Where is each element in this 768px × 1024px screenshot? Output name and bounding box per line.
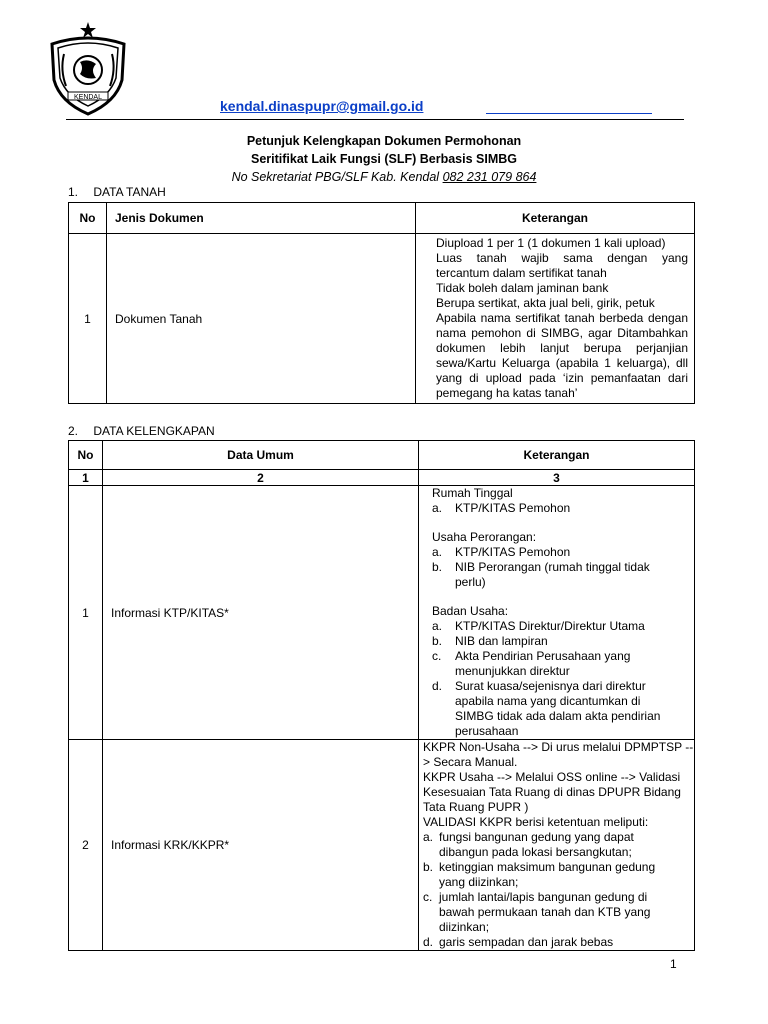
email-header-line <box>66 96 684 120</box>
keterangan-line: Tidak boleh dalam jaminan bank <box>436 281 609 295</box>
group-title: Badan Usaha: <box>432 604 509 618</box>
phone-number: 082 231 079 864 <box>442 170 537 184</box>
table-subheader-row <box>69 470 695 486</box>
list-item: a. KTP/KITAS Direktur/Direktur Utama <box>432 619 645 633</box>
section-title: DATA TANAH <box>93 185 166 199</box>
cell-keterangan <box>419 740 695 951</box>
list-item: b. ketinggian maksimum bangunan gedung yang diizinkan; <box>423 860 656 889</box>
data-tanah-table <box>68 202 695 404</box>
cell-keterangan <box>419 486 695 740</box>
table-header-row <box>69 441 695 470</box>
list-item: a. KTP/KITAS Pemohon <box>432 501 571 515</box>
table-row <box>69 740 695 951</box>
email-link[interactable]: kendal.dinaspupr@gmail.go.id <box>220 98 424 114</box>
group-title: Usaha Perorangan: <box>432 530 537 544</box>
cell-keterangan <box>416 234 695 404</box>
col-jenis-dokumen: Jenis Dokumen <box>107 203 416 234</box>
svg-text:KENDAL: KENDAL <box>73 94 103 101</box>
spacer <box>432 590 694 604</box>
col-data-umum: Data Umum <box>103 441 419 470</box>
list-item: a. KTP/KITAS Pemohon <box>432 545 571 559</box>
list-item: b. NIB Perorangan (rumah tinggal tidak perlu) <box>432 560 650 589</box>
section-number: 1. <box>68 185 79 199</box>
section-title: DATA KELENGKAPAN <box>93 424 215 438</box>
list-item: a. fungsi bangunan gedung yang dapat dibangun pada lokasi bersangkutan; <box>423 830 634 859</box>
table-header-row <box>69 203 695 234</box>
document-title-line3 <box>0 170 768 184</box>
document-title-line1: Petunjuk Kelengkapan Dokumen Permohonan <box>246 134 522 148</box>
list-item: b. NIB dan lampiran <box>432 634 548 648</box>
cell-data-umum: Informasi KRK/KKPR* <box>103 740 419 951</box>
cell-no: 1 <box>69 234 107 404</box>
section-data-kelengkapan-heading <box>68 424 215 438</box>
list-item: c. jumlah lantai/lapis bangunan gedung di bawah permukaan tanah dan KTB yang diizinkan; <box>423 890 651 934</box>
table-row <box>69 234 695 404</box>
data-kelengkapan-table <box>68 440 695 951</box>
col-keterangan: Keterangan <box>416 203 695 234</box>
list-item: d. garis sempadan dan jarak bebas <box>423 935 614 949</box>
cell-no: 2 <box>69 740 103 951</box>
cell-data-umum: Informasi KTP/KITAS* <box>103 486 419 740</box>
paragraph: VALIDASI KKPR berisi ketentuan meliputi: <box>423 815 649 829</box>
keterangan-line: Luas tanah wajib sama dengan yang tercantum dalam sertifikat tanah <box>436 251 688 280</box>
table-row <box>69 486 695 740</box>
cell-jenis: Dokumen Tanah <box>107 234 416 404</box>
document-title-line2: Seritifikat Laik Fungsi (SLF) Berbasis SIMBG <box>250 152 518 166</box>
spacer <box>432 516 694 530</box>
col-no: No <box>69 203 107 234</box>
group-title: Rumah Tinggal <box>432 486 513 500</box>
blue-underline <box>486 113 652 114</box>
keterangan-line: Apabila nama sertifikat tanah berbeda dengan nama pemohon di SIMBG, agar Ditambahkan dokumen lebih lanjut berupa perjanjian sewa/Kartu Keluarga (apabila 1 keluarga), dll yang di upload pada ‘izin pemanfaatan dari pemegang ha katas tanah’ <box>436 311 688 400</box>
keterangan-line: Diupload 1 per 1 (1 dokumen 1 kali upload) <box>436 236 666 250</box>
section-data-tanah-heading <box>68 185 166 199</box>
subheader-3: 3 <box>419 470 695 486</box>
cell-no: 1 <box>69 486 103 740</box>
paragraph: KKPR Usaha --> Melalui OSS online --> Validasi Kesesuaian Tata Ruang di dinas DPUPR Bidang Tata Ruang PUPR ) <box>423 770 681 814</box>
col-no: No <box>69 441 103 470</box>
subheader-2: 2 <box>103 470 419 486</box>
list-item: d. Surat kuasa/sejenisnya dari direktur apabila nama yang dicantumkan di SIMBG tidak ada dalam akta pendirian perusahaan <box>432 679 661 738</box>
subheader-1: 1 <box>69 470 103 486</box>
list-item: c. Akta Pendirian Perusahaan yang menunjukkan direktur <box>432 649 631 678</box>
page-number: 1 <box>670 957 677 971</box>
secretariat-label: No Sekretariat PBG/SLF Kab. Kendal <box>231 170 440 184</box>
keterangan-line: Berupa sertikat, akta jual beli, girik, petuk <box>436 296 655 310</box>
paragraph: KKPR Non-Usaha --> Di urus melalui DPMPTSP --> Secara Manual. <box>423 740 694 769</box>
section-number: 2. <box>68 424 79 438</box>
col-keterangan: Keterangan <box>419 441 695 470</box>
